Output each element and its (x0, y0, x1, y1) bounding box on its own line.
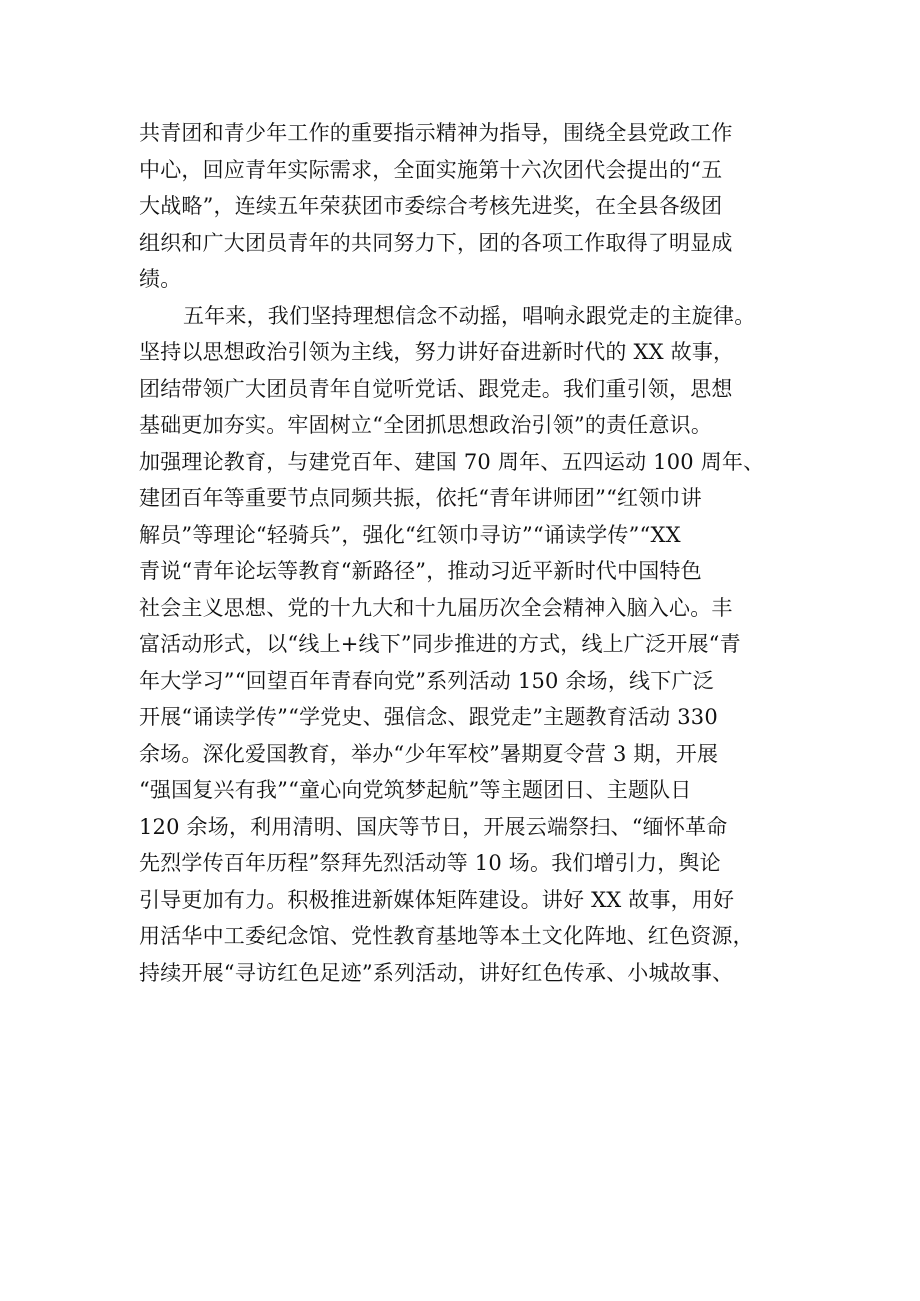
document-body (139, 115, 799, 991)
paragraph-continuation (139, 115, 799, 298)
text-line: 用活华中工委纪念馆、党性教育基地等本土文化阵地、红色资源， (139, 924, 754, 948)
text-line: 坚持以思想政治引领为主线，努力讲好奋进新时代的 XX 故事， (139, 340, 735, 364)
text-line: 基础更加夯实。牢固树立“全团抓思想政治引领”的责任意识。 (139, 413, 713, 437)
text-line: 组织和广大团员青年的共同努力下，团的各项工作取得了明显成 (139, 230, 733, 255)
text-line: 建团百年等重要节点同频共振，依托“青年讲师团”“红领巾讲 (139, 486, 702, 510)
text-line: 社会主义思想、党的十九大和十九届历次全会精神入脑入心。丰 (139, 595, 733, 620)
text-line: 共青团和青少年工作的重要指示精神为指导，围绕全县党政工作 (139, 121, 733, 145)
text-line: “强国复兴有我”“童心向党筑梦起航”等主题团日、主题队日 (139, 778, 692, 802)
text-line: 加强理论教育，与建党百年、建国 70 周年、五四运动 100 周年、 (139, 449, 765, 474)
text-line: 余场。深化爱国教育，举办“少年军校”暑期夏令营 3 期，开展 (139, 741, 719, 766)
paragraph-five-years (139, 298, 799, 992)
text-line: 引导更加有力。积极推进新媒体矩阵建设。讲好 XX 故事，用好 (139, 887, 735, 912)
text-line: 开展“诵读学传”“学党史、强信念、跟党走”主题教育活动 330 (139, 705, 718, 729)
text-line: 年大学习”“回望百年青春向党”系列活动 150 余场，线下广泛 (139, 668, 714, 693)
text-line: 团结带领广大团员青年自觉听党话、跟党走。我们重引领，思想 (139, 376, 733, 401)
text-line: 中心，回应青年实际需求，全面实施第十六次团代会提出的“五 (139, 157, 723, 182)
text-line: 持续开展“寻访红色足迹”系列活动，讲好红色传承、小城故事、 (139, 960, 734, 985)
text-line: 解员”等理论“轻骑兵”，强化“红领巾寻访”“诵读学传”“XX (139, 522, 681, 547)
text-line: 青说“青年论坛等教育“新路径”，推动习近平新时代中国特色 (139, 559, 702, 583)
text-line: 大战略”，连续五年荣获团市委综合考核先进奖，在全县各级团 (139, 194, 723, 218)
text-line: 绩。 (139, 267, 182, 291)
text-line: 富活动形式，以“线上+线下”同步推进的方式，线上广泛开展“青 (139, 632, 741, 656)
text-line: 120 余场，利用清明、国庆等节日，开展云端祭扫、“缅怀革命 (139, 814, 728, 839)
text-line-indented: 五年来，我们坚持理想信念不动摇，唱响永跟党走的主旋律。 (183, 303, 756, 328)
text-line: 先烈学传百年历程”祭拜先烈活动等 10 场。我们增引力，舆论 (139, 851, 721, 875)
